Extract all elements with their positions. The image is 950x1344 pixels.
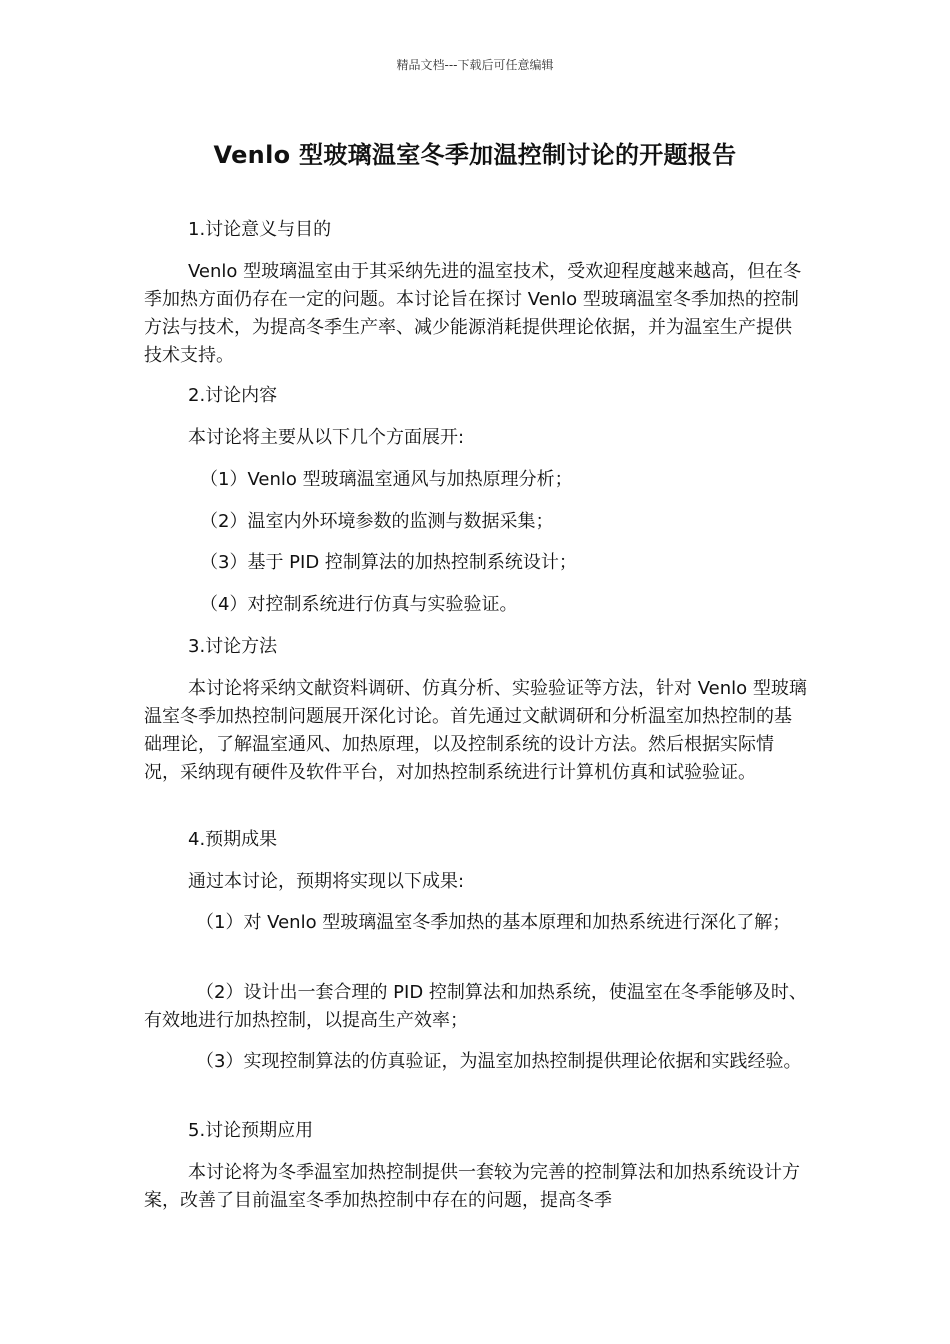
section-2-heading: 2.讨论内容 [188,385,278,406]
section-2-list-item: （2）温室内外环境参数的监测与数据采集； [200,511,554,532]
section-3-heading: 3.讨论方法 [188,636,278,657]
section-2-list-item: （4）对控制系统进行仿真与实验验证。 [200,594,518,615]
section-4-list-item: （3）实现控制算法的仿真验证，为温室加热控制提供理论依据和实践经验。 [196,1051,802,1072]
section-2-intro: 本讨论将主要从以下几个方面展开: [188,427,465,448]
section-5-paragraph: 本讨论将为冬季温室加热控制提供一套较为完善的控制算法和加热系统设计方案，改善了目前温室冬季加热控制中存在的问题，提高冬季 [144,1162,800,1211]
section-2-list-item: （1）Venlo 型玻璃温室通风与加热原理分析； [200,469,573,490]
section-1-heading: 1.讨论意义与目的 [188,219,332,240]
section-4-heading: 4.预期成果 [188,829,278,850]
section-5-heading: 5.讨论预期应用 [188,1120,314,1141]
section-4-list-item: （1）对 Venlo 型玻璃温室冬季加热的基本原理和加热系统进行深化了解； [196,912,791,933]
section-4-list-item: （2）设计出一套合理的 PID 控制算法和加热系统，使温室在冬季能够及时、有效地进行加热控制，以提高生产效率； [144,982,807,1031]
document-title: Venlo 型玻璃温室冬季加温控制讨论的开题报告 [213,141,737,169]
header-note: 精品文档---下载后可任意编辑 [396,58,554,72]
section-4-intro: 通过本讨论，预期将实现以下成果: [188,871,465,892]
section-1-paragraph: Venlo 型玻璃温室由于其采纳先进的温室技术，受欢迎程度越来越高，但在冬季加热方面仍存在一定的问题。本讨论旨在探讨 Venlo 型玻璃温室冬季加热的控制方法与技术，为提高冬季生产率、减少能源消耗提供理论依据，并为温室生产提供技术支持。 [144,261,802,366]
section-2-list-item: （3）基于 PID 控制算法的加热控制系统设计； [200,552,577,573]
section-3-paragraph: 本讨论将采纳文献资料调研、仿真分析、实验验证等方法，针对 Venlo 型玻璃温室冬季加热控制问题展开深化讨论。首先通过文献调研和分析温室加热控制的基础理论，了解温室通风、加热原理，以及控制系统的设计方法。然后根据实际情况，采纳现有硬件及软件平台，对加热控制系统进行计算机仿真和试验验证。 [144,678,807,783]
